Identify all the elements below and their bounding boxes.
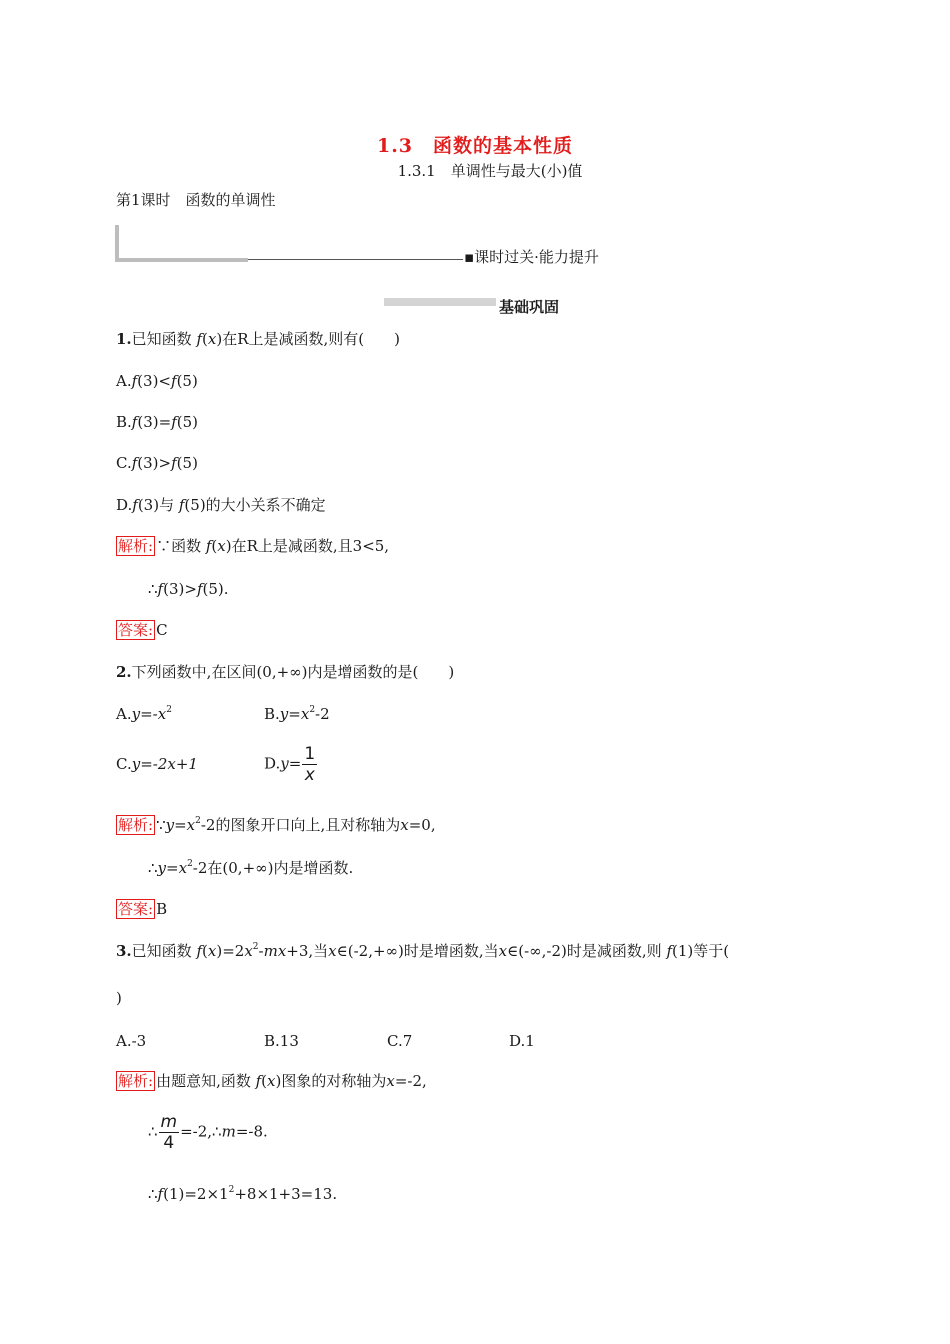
q2-option-c: C.y=-2x+1 <box>116 755 198 773</box>
section-bar <box>384 298 496 306</box>
q3-option-b: B.13 <box>264 1032 299 1050</box>
q2-option-a: $A.y=-x^2$ <box>116 705 172 723</box>
q3-stem: 3.已知函数 $f(x)=2x^2-mx+3$,当x∈(-2,+∞)时是增函数,当x∈(-∞,-2)时是减函数,则 f(1)等于( <box>116 942 730 960</box>
q2-solution-line2: $\therefore y=x^2-2$在(0,+∞)内是增函数. <box>148 859 354 877</box>
page-subtitle: 1.3.1 单调性与最大(小)值 <box>397 162 583 180</box>
q2-stem: 2.下列函数中,在区间(0,+∞)内是增函数的是( ) <box>116 663 455 681</box>
q3-solution-line3: $\therefore f(1)=2\times 1^2+8\times 1+3=13$. <box>148 1185 338 1203</box>
answer-tag: 答案: <box>118 900 154 918</box>
banner-bracket-horizontal <box>115 258 248 262</box>
q1-solution-line2: ∴f(3)>f(5). <box>148 580 229 598</box>
section-title: 基础巩固 <box>499 298 560 316</box>
q3-option-c: C.7 <box>387 1032 413 1050</box>
q2-answer: 答案: B <box>118 900 168 918</box>
q2-option-d: D.y= $\frac{1}{x}$ <box>264 744 316 785</box>
q3-option-d: D.1 <box>509 1032 535 1050</box>
answer-tag: 答案: <box>118 621 154 639</box>
q3-option-a: A.-3 <box>116 1032 147 1050</box>
fraction-one-over-x: $\frac{1}{x}$ <box>304 744 316 785</box>
q1-stem: 1.已知函数 f(x)在R上是减函数,则有( ) <box>116 330 400 348</box>
q3-solution-line1: 解析: 由题意知,函数 f(x)图象的对称轴为x=-2, <box>118 1072 427 1090</box>
analysis-tag: 解析: <box>118 537 154 555</box>
q1-option-b: B.f(3)=f(5) <box>116 413 198 431</box>
q1-solution-line1: 解析: ∵函数 f(x)在R上是减函数,且3<5, <box>118 537 390 555</box>
lesson-heading: 第1课时 函数的单调性 <box>116 191 276 209</box>
page-title: 1.3 函数的基本性质 <box>376 135 574 157</box>
q1-option-d: D.f(3)与 f(5)的大小关系不确定 <box>116 496 326 514</box>
q3-stem-continued: ) <box>116 989 122 1007</box>
q1-option-c: C.f(3)>f(5) <box>116 454 198 472</box>
q1-option-a: A.f(3)<f(5) <box>116 372 198 390</box>
banner-rule <box>248 259 463 260</box>
banner-bracket-vertical <box>115 225 119 262</box>
banner-label: ▪课时过关·能力提升 <box>464 248 599 266</box>
q3-solution-line2: ∴ $\frac{m}{4}$ =-2,∴m=-8. <box>148 1112 268 1153</box>
q2-option-b: $B.y=x^2-2$ <box>264 705 330 723</box>
analysis-tag: 解析: <box>118 1072 154 1090</box>
analysis-tag: 解析: <box>118 816 154 834</box>
q2-solution-line1: 解析: $\because y=x^2-2$的图象开口向上,且对称轴为x=0, <box>118 816 436 834</box>
q1-answer: 答案: C <box>118 621 168 639</box>
fraction-m-over-4: $\frac{m}{4}$ <box>160 1112 178 1153</box>
